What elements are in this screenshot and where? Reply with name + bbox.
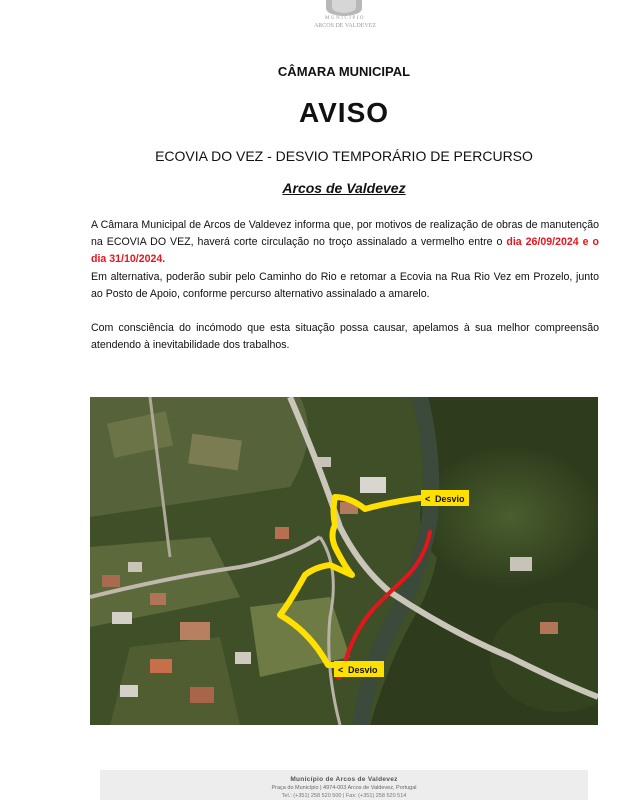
closure-period: . (162, 253, 166, 265)
detour-label-top (421, 490, 469, 506)
detour-label-top-text: Desvio (435, 494, 465, 504)
notice-subtitle: ECOVIA DO VEZ - DESVIO TEMPORÁRIO DE PERCURSO (155, 148, 533, 164)
page-title: AVISO (298, 97, 390, 128)
logo-text-municipio: MUNICÍPIO (325, 16, 365, 21)
footer (100, 770, 588, 800)
detour-label-bottom-text: Desvio (348, 665, 378, 675)
footer-address: Praça do Município | 4974-003 Arcos de Valdevez, Portugal (271, 785, 417, 791)
organization-heading: CÂMARA MUNICIPAL (277, 64, 411, 79)
detour-label-bottom (334, 661, 384, 677)
paragraph-alternative: Em alternativa, poderão subir pelo Caminho do Rio e retomar a Ecovia na Rua Rio Vez em Prozelo, junto ao Posto de Apoio, conforme percurso alternativo assinalado a amarelo. (91, 271, 599, 300)
logo-text-arcos: ARCOS DE VALDEVEZ (313, 23, 377, 29)
municipality-logo (310, 0, 380, 34)
closure-dates: dia 26/09/2024 e o dia 31/10/2024 (91, 236, 599, 265)
crest-icon (322, 0, 366, 16)
svg-text:<: < (338, 665, 344, 675)
paragraph-apology: Com consciência do incómodo que esta situação possa causar, apelamos à sua melhor compreensão atendendo à inevitabilidade dos trabalhos. (91, 322, 599, 351)
detour-map (90, 397, 598, 725)
footer-organization: Município de Arcos de Valdevez (290, 776, 398, 783)
place-heading: Arcos de Valdevez (282, 180, 406, 196)
footer-contacts: Tel.: (+351) 258 520 500 | Fax: (+351) 258 520 514 (281, 793, 407, 799)
svg-text:<: < (425, 494, 431, 504)
aerial-map-image (90, 397, 598, 725)
closure-text: A Câmara Municipal de Arcos de Valdevez informa que, por motivos de realização de obras de manutenção na ECOVIA DO VEZ, haverá corte circulação no troço assinalado a vermelho entre o (91, 219, 599, 248)
paragraph-closure (91, 217, 599, 268)
